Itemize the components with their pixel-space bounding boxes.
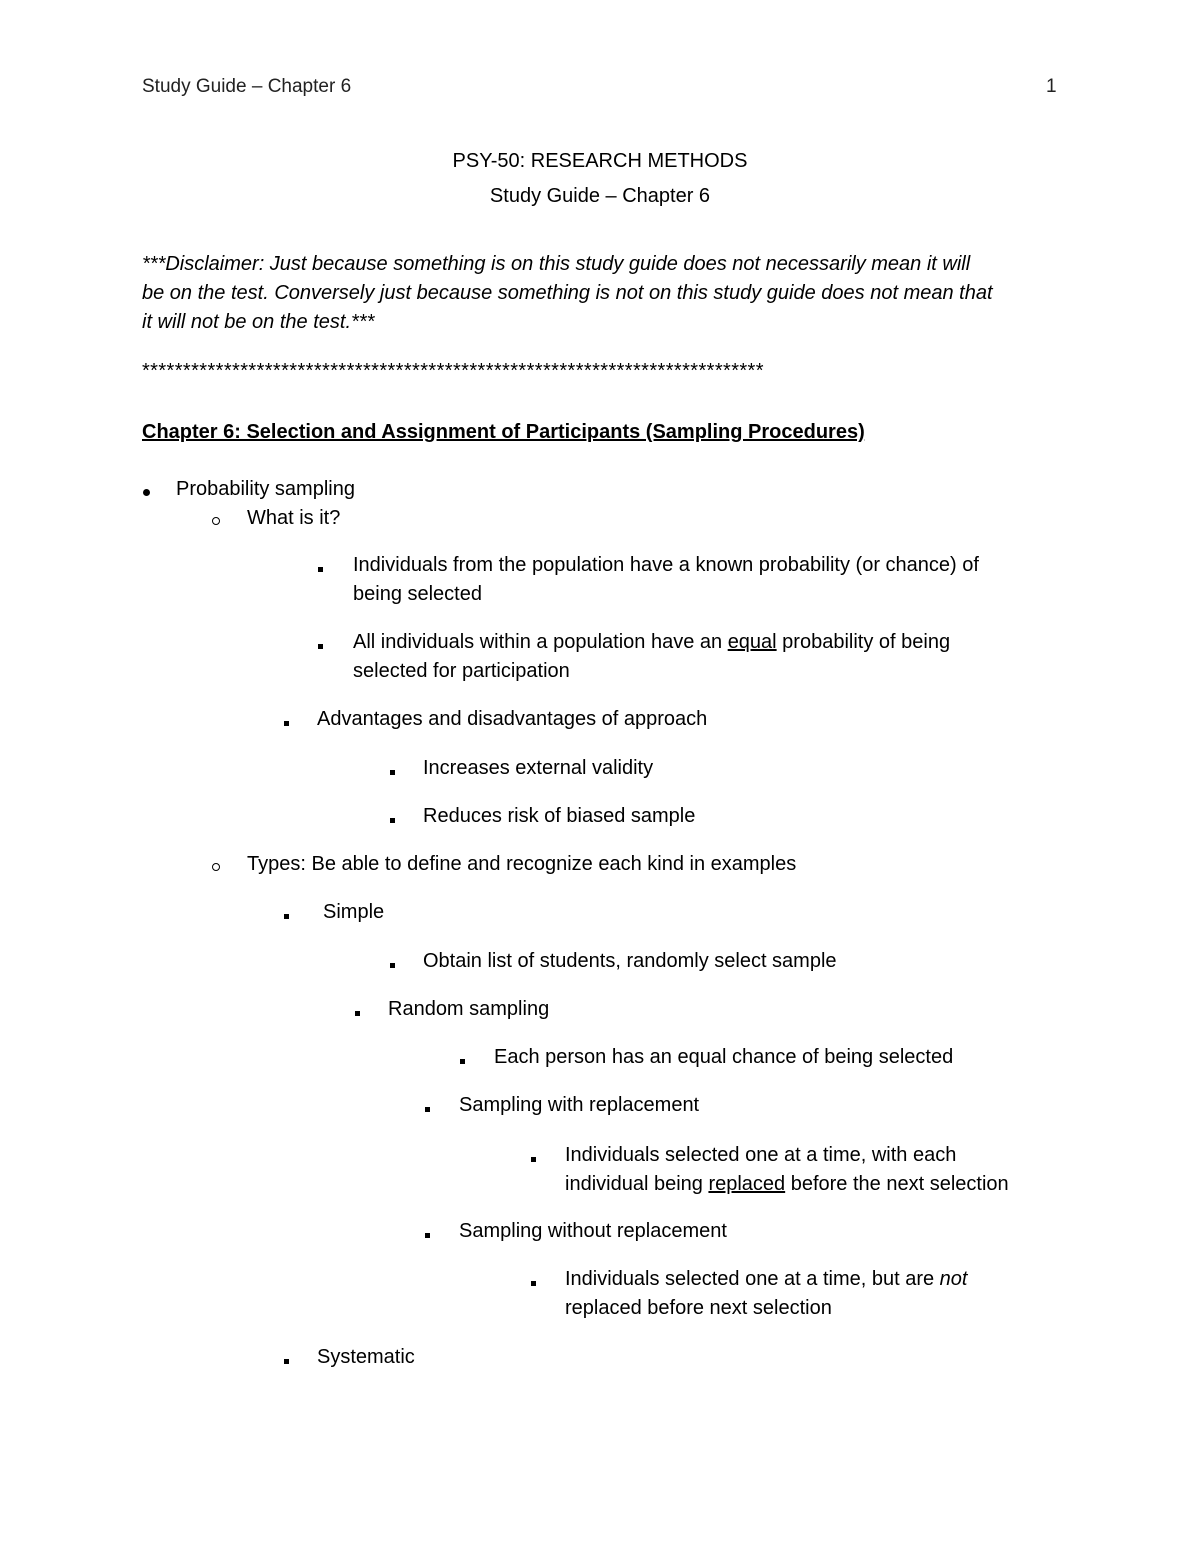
hollow-bullet-icon	[212, 505, 220, 534]
square-bullet-icon	[531, 1266, 536, 1295]
square-bullet-icon	[425, 1218, 430, 1247]
square-bullet-icon	[318, 552, 323, 581]
outline-item-definition-cont: selected for participation	[353, 660, 570, 682]
outline-item-definition: Individuals from the population have a known probability (or chance) of	[353, 554, 979, 576]
square-bullet-icon	[460, 1044, 465, 1073]
disclaimer-line: be on the test. Conversely just because something is not on this study guide does not mean that	[142, 282, 993, 304]
square-bullet-icon	[284, 706, 289, 735]
round-bullet-icon	[143, 476, 150, 505]
square-bullet-icon	[390, 948, 395, 977]
square-bullet-icon	[390, 803, 395, 832]
outline-item-simple: Simple	[323, 901, 385, 923]
outline-item-without-replacement-definition-cont: replaced before next selection	[565, 1297, 832, 1319]
outline-item-with-replacement-definition: Individuals selected one at a time, with each	[565, 1144, 957, 1166]
square-bullet-icon	[531, 1142, 536, 1171]
separator-line: ****************************************************************************	[142, 360, 764, 382]
outline-item-systematic: Systematic	[317, 1346, 415, 1368]
square-bullet-icon	[390, 755, 395, 784]
disclaimer-line: it will not be on the test.***	[142, 311, 375, 333]
outline-item-random-definition: Each person has an equal chance of being selected	[494, 1046, 954, 1068]
course-title: PSY-50: RESEARCH METHODS	[452, 150, 748, 172]
outline-item-with-replacement: Sampling with replacement	[459, 1094, 700, 1116]
hollow-bullet-icon	[212, 851, 220, 880]
outline-item-advantages: Advantages and disadvantages of approach	[317, 708, 708, 730]
square-bullet-icon	[318, 629, 323, 658]
outline-item-advantage: Reduces risk of biased sample	[423, 805, 696, 827]
outline-item-probability-sampling: Probability sampling	[176, 478, 355, 500]
outline-item-with-replacement-definition-cont: individual being replaced before the next selection	[565, 1173, 1009, 1195]
page-number: 1	[1046, 76, 1057, 97]
outline-item-simple-example: Obtain list of students, randomly select sample	[423, 950, 837, 972]
document-subtitle: Study Guide – Chapter 6	[489, 185, 711, 207]
disclaimer-line: ***Disclaimer: Just because something is on this study guide does not necessarily mean it will	[142, 253, 971, 275]
running-header: Study Guide – Chapter 6	[142, 76, 352, 97]
outline-item-without-replacement: Sampling without replacement	[459, 1220, 727, 1242]
outline-item-advantage: Increases external validity	[423, 757, 654, 779]
chapter-heading: Chapter 6: Selection and Assignment of Participants (Sampling Procedures)	[142, 421, 865, 443]
square-bullet-icon	[425, 1092, 430, 1121]
disclaimer	[142, 250, 1062, 337]
outline-item-definition: All individuals within a population have an equal probability of being	[353, 631, 951, 653]
square-bullet-icon	[355, 996, 360, 1025]
outline-item-definition-cont: being selected	[353, 583, 482, 605]
square-bullet-icon	[284, 899, 289, 928]
outline-item-types: Types: Be able to define and recognize each kind in examples	[247, 853, 797, 875]
outline-item-without-replacement-definition: Individuals selected one at a time, but are not	[565, 1268, 968, 1290]
outline-item-what-is-it: What is it?	[247, 507, 341, 529]
square-bullet-icon	[284, 1344, 289, 1373]
outline-item-random-sampling: Random sampling	[388, 998, 550, 1020]
